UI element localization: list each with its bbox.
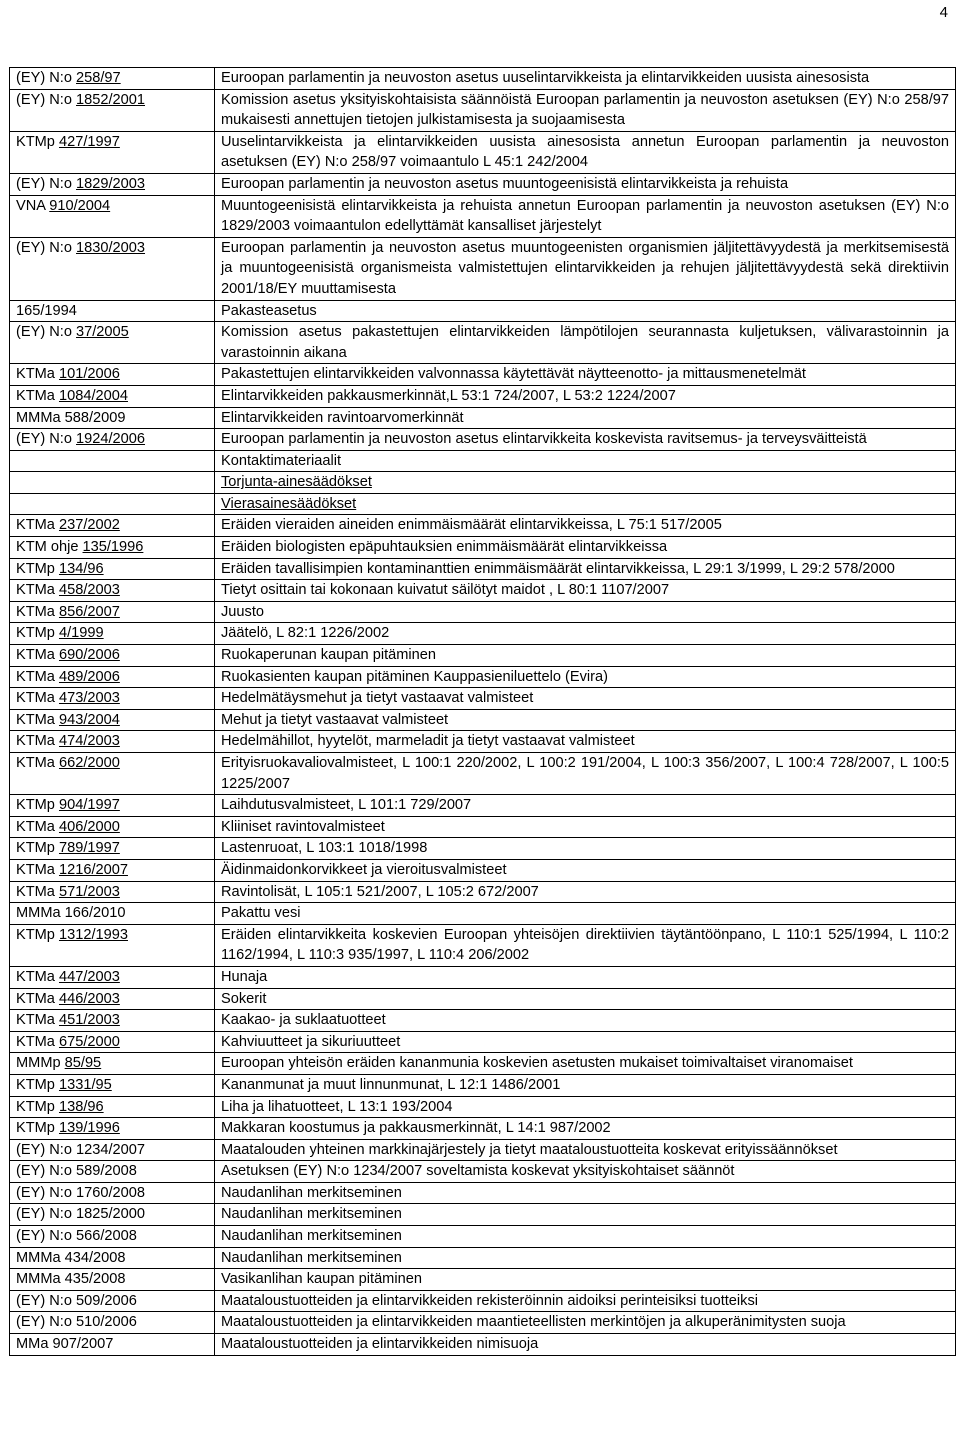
regulation-code: (EY) N:o 566/2008 [10, 1226, 215, 1248]
regulation-row [10, 493, 956, 515]
regulation-code: KTMa 690/2006 [10, 645, 215, 667]
regulation-description: Elintarvikkeiden ravintoarvomerkinnät [215, 407, 956, 429]
regulation-code: KTMp 904/1997 [10, 795, 215, 817]
regulation-row [10, 68, 956, 90]
regulation-code: KTM ohje 135/1996 [10, 537, 215, 559]
regulation-description: Muuntogeenisistä elintarvikkeista ja rehuista annetun Euroopan parlamentin ja neuvoston asetuksen (EY) N:o 1829/2003 voimaantulon edellyttämät kansalliset järjestelyt [215, 195, 956, 237]
regulation-row [10, 753, 956, 795]
regulation-row [10, 881, 956, 903]
regulation-row [10, 1010, 956, 1032]
regulation-code: 165/1994 [10, 300, 215, 322]
regulation-row [10, 1096, 956, 1118]
page-number: 4 [939, 4, 948, 21]
statute-link[interactable]: 904/1997 [58, 797, 120, 814]
regulation-description: Euroopan parlamentin ja neuvoston asetus muuntogeenisten organismien jäljitettävyydestä ja merkitsemisestä ja muuntogeenisistä organismeista valmistettujen elintarvikkeiden ja rehujen jäljitettävyydestä sekä direktiivin 2001/18/EY muuttamisesta [215, 237, 956, 300]
regulation-description: Maatalouden yhteinen markkinajärjestely ja tietyt maataloustuotteita koskevat erityissäännökset [215, 1139, 956, 1161]
statute-link[interactable]: 458/2003 [58, 582, 120, 599]
regulation-code: (EY) N:o 509/2006 [10, 1290, 215, 1312]
regulation-row [10, 173, 956, 195]
statute-link[interactable]: 258/97 [76, 70, 121, 86]
regulation-description: Kahviuutteet ja sikuriuutteet [215, 1031, 956, 1053]
regulation-description: Euroopan parlamentin ja neuvoston asetus elintarvikkeita koskevista ravitsemus- ja terveysväitteistä [215, 429, 956, 451]
statute-link[interactable]: 690/2006 [58, 647, 120, 664]
regulation-description: Naudanlihan merkitseminen [215, 1226, 956, 1248]
regulation-description: Asetuksen (EY) N:o 1234/2007 soveltamista koskevat yksityiskohtaiset säännöt [215, 1161, 956, 1183]
regulation-row [10, 1182, 956, 1204]
regulation-description: Maataloustuotteiden ja elintarvikkeiden rekisteröinnin aidoiksi perinteisiksi tuotteiksi [215, 1290, 956, 1312]
regulation-row [10, 1118, 956, 1140]
regulation-row [10, 1161, 956, 1183]
regulation-code [10, 472, 215, 494]
regulation-row [10, 795, 956, 817]
regulation-code: KTMa 458/2003 [10, 580, 215, 602]
regulation-code: KTMp 134/96 [10, 558, 215, 580]
regulation-description: Uuselintarvikkeista ja elintarvikkeiden uusista ainesosista annetun Euroopan parlamentin ja neuvoston asetuksen (EY) N:o 258/97 voimaantulo L 45:1 242/2004 [215, 131, 956, 173]
regulation-code: (EY) N:o 1924/2006 [10, 429, 215, 451]
regulation-description: Ruokasienten kaupan pitäminen Kauppasieniluettelo (Evira) [215, 666, 956, 688]
section-heading: Kontaktimateriaalit [215, 450, 956, 472]
statute-link[interactable]: 447/2003 [58, 968, 120, 985]
regulation-row [10, 731, 956, 753]
regulation-description: Juusto [215, 601, 956, 623]
regulation-code: KTMa 474/2003 [10, 731, 215, 753]
regulation-description: Komission asetus pakastettujen elintarvikkeiden lämpötilojen seurannasta kuljetuksen, välivarastoinnin ja varastoinnin aikana [215, 322, 956, 364]
regulation-code: MMMa 588/2009 [10, 407, 215, 429]
regulation-code: KTMa 943/2004 [10, 709, 215, 731]
statute-link[interactable]: 489/2006 [58, 668, 120, 685]
regulation-row [10, 322, 956, 364]
regulation-description: Naudanlihan merkitseminen [215, 1182, 956, 1204]
statute-link[interactable]: 1830/2003 [76, 239, 146, 256]
regulation-code: KTMp 789/1997 [10, 838, 215, 860]
regulation-description: Hedelmähillot, hyytelöt, marmeladit ja tietyt vastaavat valmisteet [215, 731, 956, 753]
regulation-code: (EY) N:o 37/2005 [10, 322, 215, 364]
regulation-description: Hunaja [215, 966, 956, 988]
regulation-row [10, 195, 956, 237]
statute-link[interactable]: 101/2006 [58, 366, 120, 383]
regulation-description: Maataloustuotteiden ja elintarvikkeiden nimisuoja [215, 1334, 956, 1356]
regulation-code: (EY) N:o 1760/2008 [10, 1182, 215, 1204]
regulation-row [10, 709, 956, 731]
regulation-code: KTMp 4/1999 [10, 623, 215, 645]
regulation-row [10, 838, 956, 860]
regulation-row [10, 859, 956, 881]
regulation-description: Euroopan parlamentin ja neuvoston asetus muuntogeenisistä elintarvikkeista ja rehuista [215, 173, 956, 195]
regulation-row [10, 429, 956, 451]
regulation-description: Jäätelö, L 82:1 1226/2002 [215, 623, 956, 645]
regulation-description: Pakasteasetus [215, 300, 956, 322]
statute-link[interactable]: 1924/2006 [76, 431, 146, 448]
regulation-description: Hedelmätäysmehut ja tietyt vastaavat valmisteet [215, 688, 956, 710]
statute-link[interactable]: 473/2003 [58, 690, 120, 707]
regulation-description: Äidinmaidonkorvikkeet ja vieroitusvalmisteet [215, 859, 956, 881]
regulation-code: KTMa 856/2007 [10, 601, 215, 623]
regulation-row [10, 966, 956, 988]
statute-link[interactable]: 237/2002 [58, 517, 120, 534]
statute-link[interactable]: 856/2007 [58, 603, 120, 620]
regulation-row [10, 131, 956, 173]
regulation-code: KTMa 237/2002 [10, 515, 215, 537]
regulation-description: Tietyt osittain tai kokonaan kuivatut säilötyt maidot , L 80:1 1107/2007 [215, 580, 956, 602]
statute-link[interactable]: 134/96 [58, 560, 104, 577]
regulation-description: Naudanlihan merkitseminen [215, 1247, 956, 1269]
regulation-code: (EY) N:o 1825/2000 [10, 1204, 215, 1226]
statute-link[interactable]: 446/2003 [58, 990, 120, 1007]
regulation-description: Erityisruokavaliovalmisteet, L 100:1 220/2002, L 100:2 191/2004, L 100:3 356/2007, L 100:4 728/2007, L 100:5 1225/2007 [215, 753, 956, 795]
regulation-description: Ruokaperunan kaupan pitäminen [215, 645, 956, 667]
statute-link[interactable]: 37/2005 [76, 324, 129, 341]
statute-link[interactable]: 571/2003 [58, 883, 120, 900]
regulation-code: MMa 907/2007 [10, 1334, 215, 1356]
regulation-code: MMMa 434/2008 [10, 1247, 215, 1269]
regulation-code: (EY) N:o 1829/2003 [10, 173, 215, 195]
regulation-description: Laihdutusvalmisteet, L 101:1 729/2007 [215, 795, 956, 817]
regulation-code: KTMa 675/2000 [10, 1031, 215, 1053]
regulation-code: KTMp 1312/1993 [10, 924, 215, 966]
statute-link[interactable]: 1852/2001 [76, 91, 146, 108]
regulation-row [10, 1269, 956, 1291]
regulation-row [10, 623, 956, 645]
regulation-code: KTMp 427/1997 [10, 131, 215, 173]
regulation-description: Kaakao- ja suklaatuotteet [215, 1010, 956, 1032]
regulation-description: Euroopan yhteisön eräiden kananmunia koskevien asetusten mukaiset toimivaltaiset viranomaiset [215, 1053, 956, 1075]
regulation-code: KTMp 138/96 [10, 1096, 215, 1118]
regulation-code: KTMa 489/2006 [10, 666, 215, 688]
regulation-code: KTMa 451/2003 [10, 1010, 215, 1032]
regulation-row [10, 1334, 956, 1356]
regulation-description: Eräiden tavallisimpien kontaminanttien enimmäismäärät elintarvikkeissa, L 29:1 3/1999, L 29:2 578/2000 [215, 558, 956, 580]
regulation-code: KTMp 139/1996 [10, 1118, 215, 1140]
regulation-row [10, 385, 956, 407]
regulation-code: KTMa 1216/2007 [10, 859, 215, 881]
statute-link[interactable]: 1312/1993 [58, 926, 128, 943]
regulation-code: (EY) N:o 510/2006 [10, 1312, 215, 1334]
regulation-row [10, 1247, 956, 1269]
regulation-row [10, 903, 956, 925]
regulation-code: VNA 910/2004 [10, 195, 215, 237]
regulation-description: Pakastettujen elintarvikkeiden valvonnassa käytettävät näytteenotto- ja mittausmenetelmät [215, 364, 956, 386]
statute-link[interactable]: 406/2000 [58, 818, 120, 835]
regulation-code: (EY) N:o 1852/2001 [10, 89, 215, 131]
regulation-code: KTMp 1331/95 [10, 1074, 215, 1096]
regulation-row [10, 688, 956, 710]
regulation-description: Eräiden vieraiden aineiden enimmäismäärät elintarvikkeissa, L 75:1 517/2005 [215, 515, 956, 537]
regulation-row [10, 407, 956, 429]
regulation-row [10, 1074, 956, 1096]
statute-link[interactable]: 139/1996 [58, 1120, 120, 1137]
statute-link[interactable]: 1216/2007 [58, 861, 128, 878]
regulation-row [10, 666, 956, 688]
regulation-row [10, 537, 956, 559]
regulation-row [10, 1312, 956, 1334]
regulation-description: Vasikanlihan kaupan pitäminen [215, 1269, 956, 1291]
regulation-code [10, 493, 215, 515]
regulation-code: (EY) N:o 258/97 [10, 68, 215, 90]
section-heading: Torjunta-ainesäädökset [215, 472, 956, 494]
statute-link[interactable]: 910/2004 [49, 197, 111, 214]
regulation-description: Mehut ja tietyt vastaavat valmisteet [215, 709, 956, 731]
statute-link[interactable]: 85/95 [64, 1055, 102, 1072]
statute-link[interactable]: 675/2000 [58, 1033, 120, 1050]
regulation-description: Lastenruoat, L 103:1 1018/1998 [215, 838, 956, 860]
regulation-code: KTMa 571/2003 [10, 881, 215, 903]
statute-link[interactable]: 789/1997 [58, 840, 120, 857]
statute-link[interactable]: 451/2003 [58, 1012, 120, 1029]
regulation-row [10, 1053, 956, 1075]
regulations-table [9, 67, 956, 1356]
regulation-description: Eräiden biologisten epäpuhtauksien enimmäismäärät elintarvikkeissa [215, 537, 956, 559]
regulation-row [10, 558, 956, 580]
regulation-description: Kananmunat ja muut linnunmunat, L 12:1 1486/2001 [215, 1074, 956, 1096]
regulation-description: Ravintolisät, L 105:1 521/2007, L 105:2 672/2007 [215, 881, 956, 903]
regulation-code: MMMa 435/2008 [10, 1269, 215, 1291]
regulation-row [10, 364, 956, 386]
statute-link[interactable]: 135/1996 [82, 539, 144, 556]
statute-link[interactable]: 943/2004 [58, 711, 120, 728]
regulation-row [10, 89, 956, 131]
regulation-row [10, 601, 956, 623]
regulations-table-body [10, 68, 956, 1356]
regulation-code: KTMa 662/2000 [10, 753, 215, 795]
statute-link[interactable]: 427/1997 [58, 133, 120, 150]
regulation-code [10, 450, 215, 472]
statute-link[interactable]: 1829/2003 [76, 175, 146, 192]
statute-link[interactable]: 662/2000 [58, 755, 120, 771]
regulation-code: KTMa 447/2003 [10, 966, 215, 988]
regulation-code: (EY) N:o 589/2008 [10, 1161, 215, 1183]
statute-link[interactable]: 138/96 [58, 1098, 104, 1115]
regulation-description: Sokerit [215, 988, 956, 1010]
regulation-description: Euroopan parlamentin ja neuvoston asetus uuselintarvikkeista ja elintarvikkeiden uusista ainesosista [215, 68, 956, 90]
regulation-code: KTMa 446/2003 [10, 988, 215, 1010]
regulation-row [10, 816, 956, 838]
regulation-description: Liha ja lihatuotteet, L 13:1 193/2004 [215, 1096, 956, 1118]
regulation-row [10, 237, 956, 300]
regulation-row [10, 1139, 956, 1161]
regulation-code: MMMa 166/2010 [10, 903, 215, 925]
regulation-row [10, 580, 956, 602]
regulation-code: KTMa 406/2000 [10, 816, 215, 838]
regulation-row [10, 1031, 956, 1053]
regulation-description: Pakattu vesi [215, 903, 956, 925]
regulation-code: KTMa 101/2006 [10, 364, 215, 386]
regulation-description: Elintarvikkeiden pakkausmerkinnät,L 53:1 724/2007, L 53:2 1224/2007 [215, 385, 956, 407]
regulation-code: (EY) N:o 1234/2007 [10, 1139, 215, 1161]
section-heading: Vierasainesäädökset [215, 493, 956, 515]
regulation-row [10, 924, 956, 966]
regulation-code: MMMp 85/95 [10, 1053, 215, 1075]
regulation-description: Makkaran koostumus ja pakkausmerkinnät, L 14:1 987/2002 [215, 1118, 956, 1140]
regulation-row [10, 645, 956, 667]
statute-link[interactable]: 1084/2004 [58, 387, 128, 404]
regulation-row [10, 515, 956, 537]
regulation-code: (EY) N:o 1830/2003 [10, 237, 215, 300]
regulation-row [10, 988, 956, 1010]
regulation-row [10, 472, 956, 494]
statute-link[interactable]: 4/1999 [58, 625, 104, 642]
regulation-row [10, 450, 956, 472]
regulation-description: Komission asetus yksityiskohtaisista säännöistä Euroopan parlamentin ja neuvoston asetuksen (EY) N:o 258/97 mukaisesti annettujen tietojen julkistamisesta ja suojaamisesta [215, 89, 956, 131]
regulation-code: KTMa 1084/2004 [10, 385, 215, 407]
regulation-description: Kliiniset ravintovalmisteet [215, 816, 956, 838]
regulation-code: KTMa 473/2003 [10, 688, 215, 710]
statute-link[interactable]: 474/2003 [58, 733, 120, 750]
regulation-description: Naudanlihan merkitseminen [215, 1204, 956, 1226]
regulation-row [10, 1290, 956, 1312]
regulation-description: Eräiden elintarvikkeita koskevien Euroopan yhteisöjen direktiivien täytäntöönpano, L 110:1 525/1994, L 110:2 1162/1994, L 110:3 935/1997, L 110:4 206/2002 [215, 924, 956, 966]
regulation-row [10, 1204, 956, 1226]
statute-link[interactable]: 1331/95 [58, 1076, 112, 1093]
regulation-row [10, 300, 956, 322]
regulation-row [10, 1226, 956, 1248]
regulation-description: Maataloustuotteiden ja elintarvikkeiden maantieteellisten merkintöjen ja alkuperänimitysten suoja [215, 1312, 956, 1334]
